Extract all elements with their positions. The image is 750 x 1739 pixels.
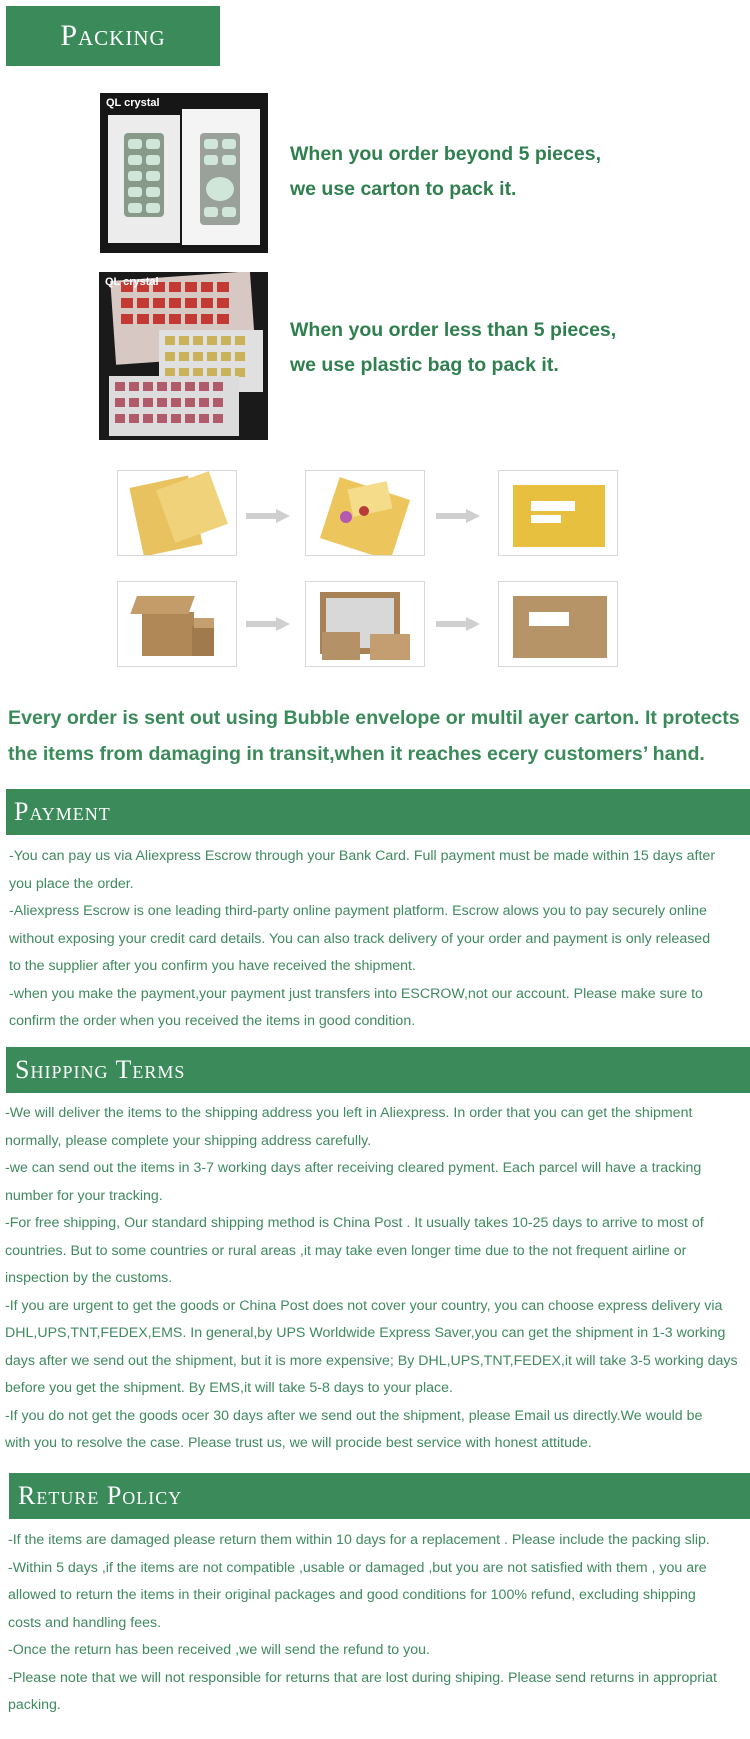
packing-summary: Every order is sent out using Bubble envelope or multil ayer carton. It protects the items from damaging in transit,when it reaches ecery customers’ hand. bbox=[8, 707, 740, 765]
arrow-right-icon bbox=[246, 509, 290, 523]
shipping-title: Shipping Terms bbox=[15, 1055, 186, 1084]
photo-label: QL crystal bbox=[106, 97, 160, 109]
carton-packing-text: When you order beyond 5 pieces, we use carton to pack it. bbox=[290, 143, 601, 200]
sealed-carton-photo bbox=[498, 581, 618, 667]
arrow-right-icon bbox=[436, 509, 480, 523]
shipping-text: -We will deliver the items to the shipping address you left in Aliexpress. In order that you can get the shipment normally, please complete your shipping address carefully. -we can send out the items in 3-7 working days after receiving cleared pyment. Each parcel will have a tracking number for your tracking. -For free shipping, Our standard shipping method is China Post . It usually takes 10-25 days to arrive to most of countries. But to some countries or rural areas ,it may take even longer time due to the not frequent airline or inspection by the customs. -If you are urgent to get the goods or China Post does not cover your country, you can choose express delivery via DHL,UPS,TNT,FEDEX,EMS. In general,by UPS Worldwide Express Saver,you can get the shipment in 1-3 working days after we send out the shipment, but it is more expensive; By DHL,UPS,TNT,FEDEX,it will take 3-5 working days before you get the shipment. By EMS,it will take 5-8 days to your place. -If you do not get the goods ocer 30 days after we send out the shipment, please Email us directly.We would be with you to resolve the case. Please trust us, we will procide best service with honest attitude. bbox=[5, 1105, 738, 1451]
payment-text: -You can pay us via Aliexpress Escrow through your Bank Card. Full payment must be made within 15 days after you place the order. -Aliexpress Escrow is one leading third-party online payment platform. Escrow alows you to pay securely online without exposing your credit card details. You can also track delivery of your order and payment is only released to the supplier after you confirm you have received the shipment. -when you make the payment,your payment just transfers into ESCROW,not our account. Please make sure to confirm the order when you received the items in good condition. bbox=[9, 848, 716, 1029]
filled-carton-photo bbox=[305, 581, 425, 667]
packing-header bbox=[6, 6, 220, 66]
return-policy-header bbox=[9, 1473, 750, 1519]
plastic-bag-packing-text: When you order less than 5 pieces, we use plastic bag to pack it. bbox=[290, 319, 617, 376]
arrow-right-icon bbox=[246, 617, 290, 631]
packing-title: Packing bbox=[60, 19, 166, 52]
carton-packing-photo bbox=[100, 93, 268, 253]
carton-box-illustration bbox=[100, 93, 268, 253]
sealed-envelope-photo bbox=[498, 470, 618, 556]
bubble-envelope-filled-photo bbox=[305, 470, 425, 556]
empty-carton-photo bbox=[117, 581, 237, 667]
bubble-envelope-photo bbox=[117, 470, 237, 556]
arrow-right-icon bbox=[436, 617, 480, 631]
plastic-bag-packing-photo bbox=[99, 272, 268, 440]
photo-label: QL crystal bbox=[105, 276, 159, 288]
shipping-header bbox=[6, 1047, 750, 1093]
plastic-bag-illustration bbox=[99, 272, 268, 440]
return-policy-title: Reture Policy bbox=[18, 1481, 183, 1510]
payment-header bbox=[6, 789, 750, 835]
payment-title: Payment bbox=[14, 797, 111, 826]
return-policy-text: -If the items are damaged please return them within 10 days for a replacement . Please include the packing slip. -Within 5 days ,if the items are not compatible ,usable or damaged ,but you are not satisfied with them , you are allowed to return the items in their original packages and good conditions for 100% refund, excluding shipping costs and handling fees. -Once the return has been received ,we will send the refund to you. -Please note that we will not responsible for returns that are lost during shiping. Please send returns in appropriat packing. bbox=[8, 1532, 717, 1713]
